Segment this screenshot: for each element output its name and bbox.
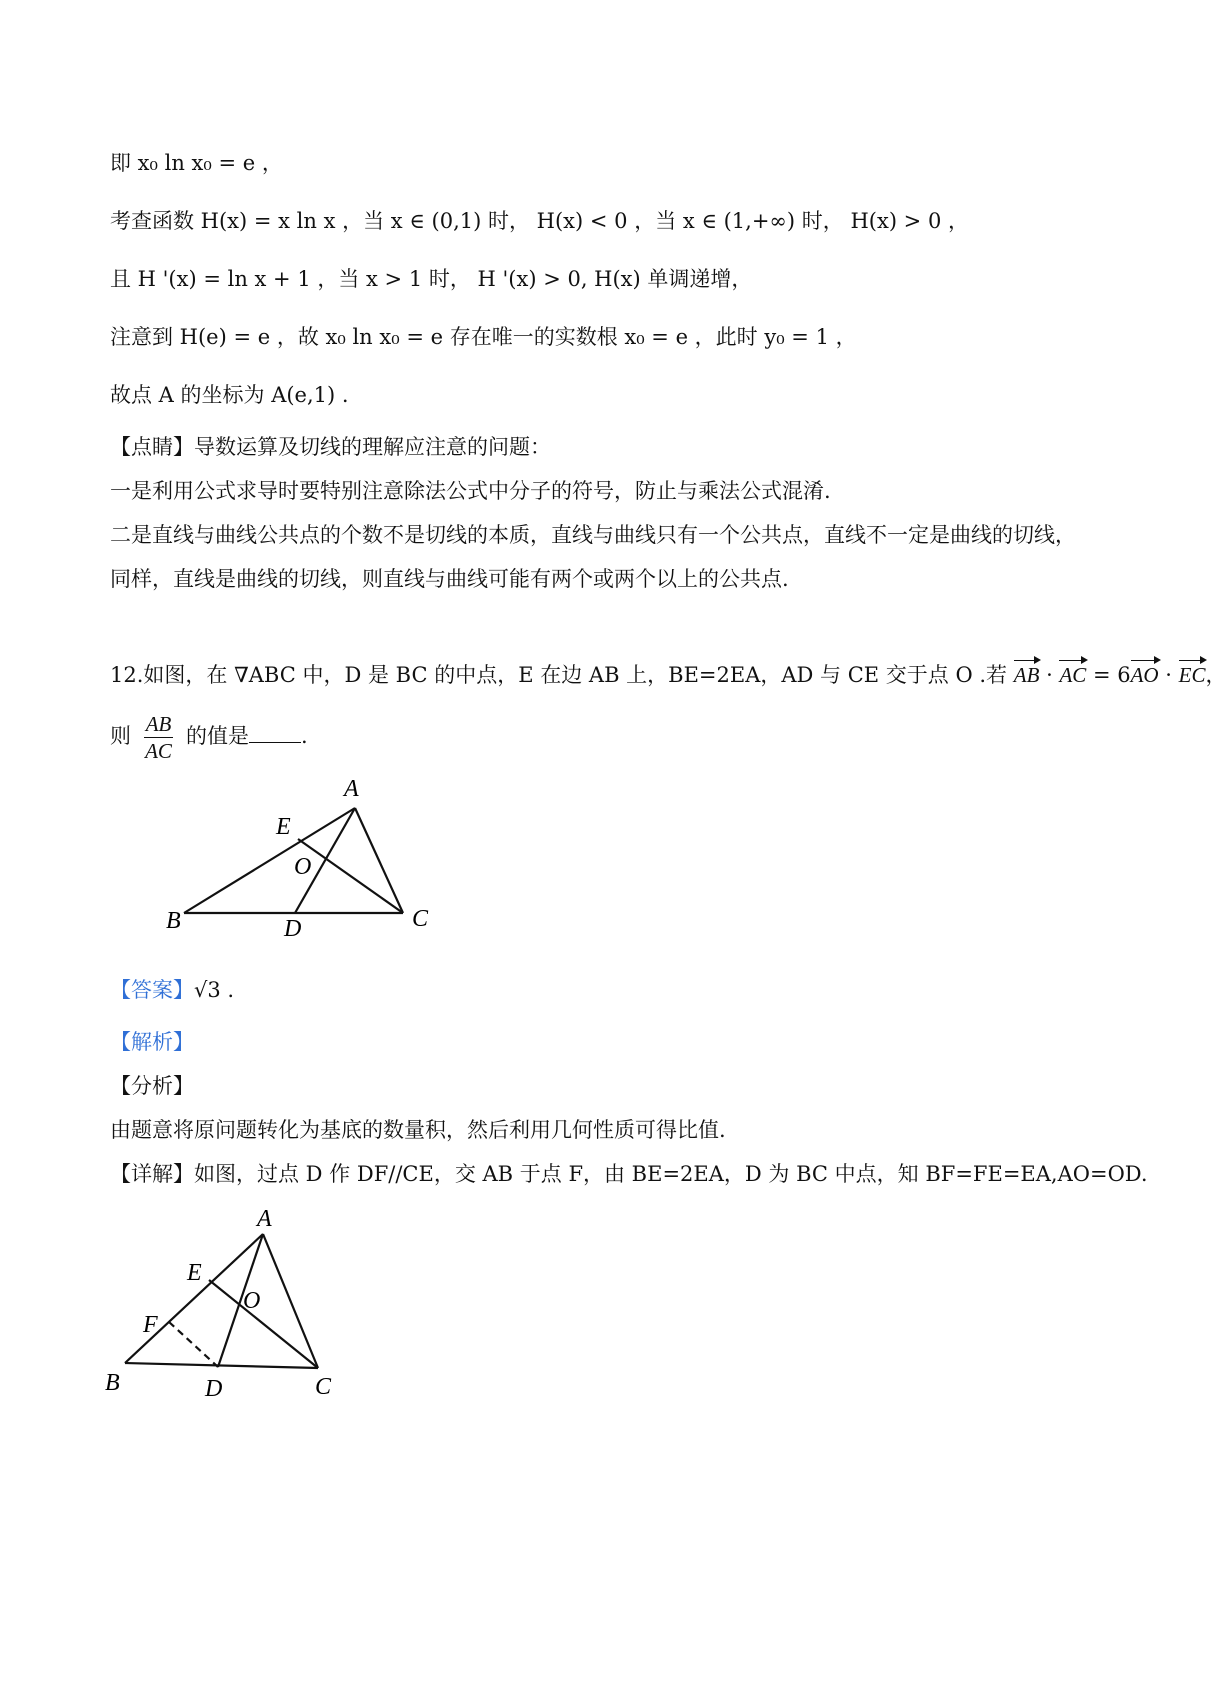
equals-6: = 6 [1086,663,1131,687]
problem-text-a: 12.如图，在 ∇ABC 中，D 是 BC 的中点，E 在边 AB 上，BE=2EA，AD 与 CE 交于点 O .若 [110,663,1008,687]
label-b: B [166,908,181,934]
label-e: E [276,814,291,840]
segment-df-dashed [169,1322,218,1367]
dot-1: · [1039,663,1060,687]
fenxi-text: 由题意将原问题转化为基底的数量积，然后利用几何性质可得比值. [110,1118,726,1142]
label-e-2: E [187,1260,202,1286]
ratio-fraction [144,711,174,764]
vector-ab: AB [1014,660,1040,690]
label-c-2: C [315,1374,332,1400]
solution-line-5: 故点 A 的坐标为 A(e,1) . [110,383,349,407]
problem-12-statement [110,660,1226,690]
solution-line-2: 考查函数 H(x) = x ln x ，当 x ∈ (0,1) 时， H(x) < 0 ，当 x ∈ (1,+∞) 时， H(x) > 0 ， [110,209,969,233]
problem-text-d: 的值是 [186,724,250,748]
dianjing-point-2-cont: 同样，直线是曲线的切线，则直线与曲线可能有两个或两个以上的公共点. [110,567,789,591]
figure-triangle-with-df [95,1208,355,1403]
solution-line-4: 注意到 H(e) = e ，故 x₀ ln x₀ = e 存在唯一的实数根 x₀ = e ，此时 y₀ = 1 ， [110,325,857,349]
label-o-2: O [243,1288,261,1314]
dianjing-point-1: 一是利用公式求导时要特别注意除法公式中分子的符号，防止与乘法公式混淆. [110,479,831,503]
jiexi-label: 【解析】 [110,1030,194,1054]
answer-line [110,975,234,1005]
fenxi-label: 【分析】 [110,1074,194,1098]
problem-text-c: 则 [110,724,131,748]
answer-blank [249,724,301,743]
detail-text: 【详解】如图，过点 D 作 DF//CE，交 AB 于点 F，由 BE=2EA，D 为 BC 中点，知 BF=FE=EA,AO=OD. [110,1162,1148,1186]
solution-line-1: 即 x₀ ln x₀ = e ， [110,151,283,175]
segment-ec-2 [209,1280,318,1368]
segment-bc-2 [125,1363,318,1368]
label-d: D [284,916,302,942]
solution-line-3: 且 H '(x) = ln x + 1 ，当 x > 1 时， H '(x) > 0, H(x) 单调递增， [110,267,753,291]
problem-text-e: . [301,724,308,748]
fraction-denominator: AC [145,739,172,763]
dot-2: · [1158,663,1179,687]
figure-triangle-abc [166,770,470,942]
label-d-2: D [205,1376,223,1402]
vector-ec: EC [1179,660,1206,690]
problem-text-b: ， [1205,663,1226,687]
label-c: C [412,906,429,932]
segment-ac-2 [263,1234,318,1368]
label-b-2: B [105,1370,120,1396]
dianjing-heading: 【点睛】导数运算及切线的理解应注意的问题： [110,435,551,459]
problem-12-question [110,710,308,764]
vector-ao: AO [1131,660,1159,690]
vector-ac: AC [1059,660,1086,690]
dianjing-point-2: 二是直线与曲线公共点的个数不是切线的本质，直线与曲线只有一个公共点，直线不一定是曲线的切线， [110,523,1076,547]
label-a: A [344,776,359,802]
answer-label: 【答案】 [110,978,194,1002]
label-a-2: A [257,1206,272,1232]
label-f-2: F [143,1312,158,1338]
label-o: O [294,854,312,880]
fraction-numerator: AB [145,712,172,736]
answer-value: √3 . [194,978,235,1002]
